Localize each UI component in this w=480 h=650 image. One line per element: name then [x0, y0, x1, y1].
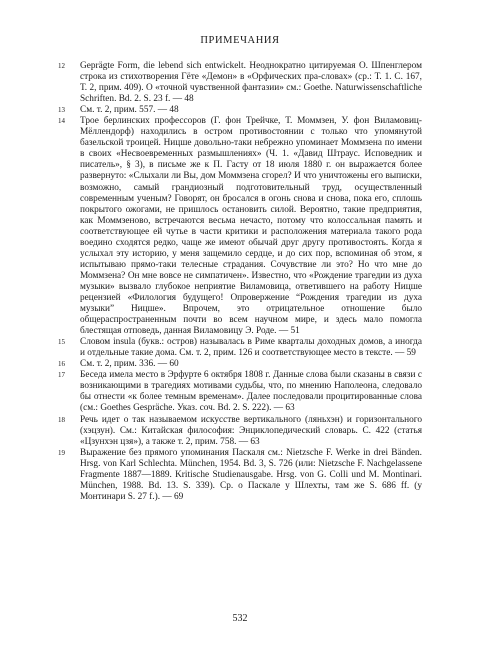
- note-item: [58, 370, 422, 414]
- note-item: [58, 337, 422, 359]
- note-number: 17: [58, 371, 65, 380]
- note-number: 19: [58, 448, 65, 457]
- note-number: 14: [58, 117, 65, 126]
- note-number: 16: [58, 360, 65, 369]
- note-item: [58, 415, 422, 448]
- running-header: ПРИМЕЧАНИЯ: [200, 35, 280, 46]
- note-number: 13: [58, 106, 65, 115]
- note-item: [58, 116, 422, 337]
- notes-list: [58, 61, 422, 503]
- note-number: 18: [58, 415, 65, 424]
- note-item: [58, 448, 422, 503]
- note-item: [58, 105, 422, 116]
- note-text: Geprägte Form, die lebend sich entwickelt. Неоднократно цитируемая О. Шпенглером строка из стихотворения Гёте «Демон» в «Орфических пра-словах» (ср.: Т. 1. С. 167, Т. 2, прим. 409). О «точной чувственной фантазии» см.: Goethe. Naturwissenschaftliche Schriften. Bd. 2. S. 23 f. — 48: [80, 61, 422, 105]
- note-text: Трое берлинских профессоров (Г. фон Трейчке, Т. Моммзен, У. фон Виламовиц-Мёллендорф) находились в остром противостоянии с только что упомянутой базельской троицей. Ницше довольно-таки небрежно упоминает Моммзена по имени в своих «Несвоевременных размышлениях» (Ч. 1. «Давид Штраус. Исповедник и писатель», § 3), в письме же к П. Гасту от 18 июля 1880 г. он выражается более развернуто: «Слыхали ли Вы, дом Моммзена сгорел? И что уничтожены его выписки, возможно, самый грандиозный подготовительный труд, осуществленный современным ученым? Говорят, он бросался в огонь снова и снова, пока его, сплошь покрытого ожогами, не пришлось остановить силой. Вероятно, такие предприятия, как Моммзеново, встречаются весьма нечасто, потому что колоссальная память и соответствующее ей чутье в части критики и расположения материала такого рода воедино сходятся редко, чаще же имеют обычай друг другу противостоять. Когда я услыхал эту историю, у меня защемило сердце, и до сих пор, вспоминая об этом, я испытываю прямо-таки телесные страдания. Сочувствие ли это? Но что мне до Моммзена? Он мне вовсе не симпатичен». Известно, что «Рождение трагедии из духа музыки» вызвало глубокое неприятие Виламовица, ответившего на работу Ницше рецензией «Филология будущего! Опровержение “Рождения трагедии из духа музыки” Ницше». Впрочем, это отрицательное отношение было общераспространенным почти во всем научном мире, и здесь мало помогла блестящая отповедь, данная Виламовицу Э. Роде. — 51: [80, 116, 422, 337]
- note-item: [58, 359, 422, 370]
- note-text: Словом insula (букв.: остров) называлась в Риме кварталы доходных домов, а иногда и отдельные такие дома. См. т. 2, прим. 126 и соответствующее место в тексте. — 59: [80, 337, 422, 359]
- note-text: Выражение без прямого упоминания Паскаля см.: Nietzsche F. Werke in drei Bänden. Hrsg. von Karl Schlechta. München, 1954. Bd. 3, S. 726 (или: Nietzsche F. Nachgelassene Fragmente 1887—1889. Kritische Studienausgabe. Hrsg. von G. Colli und M. Montinari. München, 1988. Bd. 13. S. 339). Ср. о Паскале у Шлехты, там же S. 686 ff. (у Монтинари S. 27 f.). — 69: [80, 447, 422, 502]
- note-text: Речь идет о так называемом искусстве вертикального (ляньхэн) и горизонтального (хэцзун). См.: Китайская философия: Энциклопедический словарь. С. 422 (статья «Цзунхэн цзя»), а также т. 2, прим. 758. — 63: [80, 414, 422, 447]
- note-item: [58, 61, 422, 105]
- note-number: 12: [58, 62, 65, 70]
- note-text: См. т. 2, прим. 336. — 60: [80, 359, 179, 370]
- note-text: См. т. 2, прим. 557. — 48: [80, 105, 179, 116]
- note-number: 15: [58, 338, 65, 347]
- page-number: 532: [232, 613, 248, 624]
- note-text: Беседа имела место в Эрфурте 6 октября 1808 г. Данные слова были сказаны в связи с возникающими в трагедиях мотивами судьбы, что, по мнению Наполеона, следовало бы отнести «к более темным временам». Далее последовали процитированные слова (см.: Goethes Gespräche. Указ. соч. Bd. 2. S. 222). — 63: [80, 370, 422, 414]
